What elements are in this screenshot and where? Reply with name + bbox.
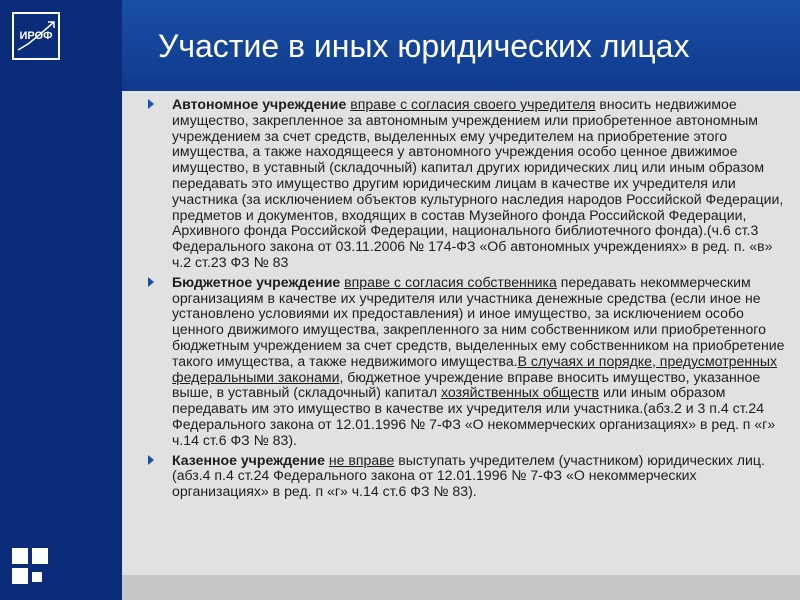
bullet-arrow-icon (148, 455, 154, 465)
item-underlined-3: хозяйственных обществ (440, 384, 600, 401)
item-text: выступать учредителем (участником) юридических лиц.(абз.4 п.4 ст.24 Федерального закона от 12.01.1996 № 7-ФЗ «О некоммерческих организациях» в ред. п «г» ч.14 ст.6 ФЗ № 83). (172, 451, 765, 500)
content-list (148, 97, 788, 504)
item-text: передавать некоммерческим организациям в качестве их учредителя или участника денежные средства (если иное не установлено условиями их предоставления) и иное имущество, за исключением особо ценного движимого имущества, закрепленного за ним собственником или приобретенного бюджетным учреждением за счет средств, выделенных ему собственником на приобретение такого имущества, а также недвижимого имущества. (172, 273, 785, 369)
left-sidebar (0, 0, 122, 600)
bullet-arrow-icon (148, 99, 154, 109)
item-text-2: , бюджетное учреждение вправе вносить имущество, указанное выше, в уставный (складочный) капитал (172, 368, 761, 401)
list-item-budget (148, 275, 788, 449)
item-lead: Казенное учреждение (172, 451, 325, 468)
decorative-squares-icon (12, 548, 48, 588)
list-item-autonomous (148, 97, 788, 271)
item-lead: Автономное учреждение (172, 96, 347, 112)
bottom-strip (122, 575, 800, 600)
logo-text: ИРОФ (19, 30, 53, 42)
item-underlined: вправе с согласия своего учредителя (350, 96, 596, 112)
item-underlined: не вправе (328, 451, 395, 468)
item-text-3: или иным образом передавать им это имущество в качестве их учредителя или участника.(абз.2 и 3 п.4 ст.24 Федерального закона от 12.01.1996 № 7-ФЗ «О некоммерческих организациях» в ред. п «г» ч.14 ст.6 ФЗ № 83). (172, 384, 776, 448)
page-title: Участие в иных юридических лицах (158, 28, 690, 64)
item-underlined-2: В случаях и порядке, предусмотренных федеральными законами (172, 352, 778, 385)
bullet-arrow-icon (148, 277, 154, 287)
list-item-state (148, 453, 788, 500)
item-underlined: вправе с согласия собственника (344, 273, 557, 290)
item-lead: Бюджетное учреждение (172, 273, 341, 290)
logo (12, 12, 60, 60)
item-text: вносить недвижимое имущество, закрепленное за автономным учреждением или приобретенное автономным учреждением за счет средств, выделенных ему учредителем на приобретение этого имущества, а также находящееся у автономного учреждения особо ценное движимое имущество, в уставный (складочный) капитал других юридических лиц или иным образом передавать это имущество другим юридическим лицам в качестве их учредителя или участника (за исключением объектов культурного наследия народов Российской Федерации, предметов и документов, входящих в состав Музейного фонда Российской Федерации, Архивного фонда Российской Федерации, национального библиотечного фонда).(ч.6 ст.3 Федерального закона от 03.11.2006 № 174-ФЗ «Об автономных учреждениях» в ред. п. «в» ч.2 ст.23 ФЗ № 83 (172, 96, 784, 270)
